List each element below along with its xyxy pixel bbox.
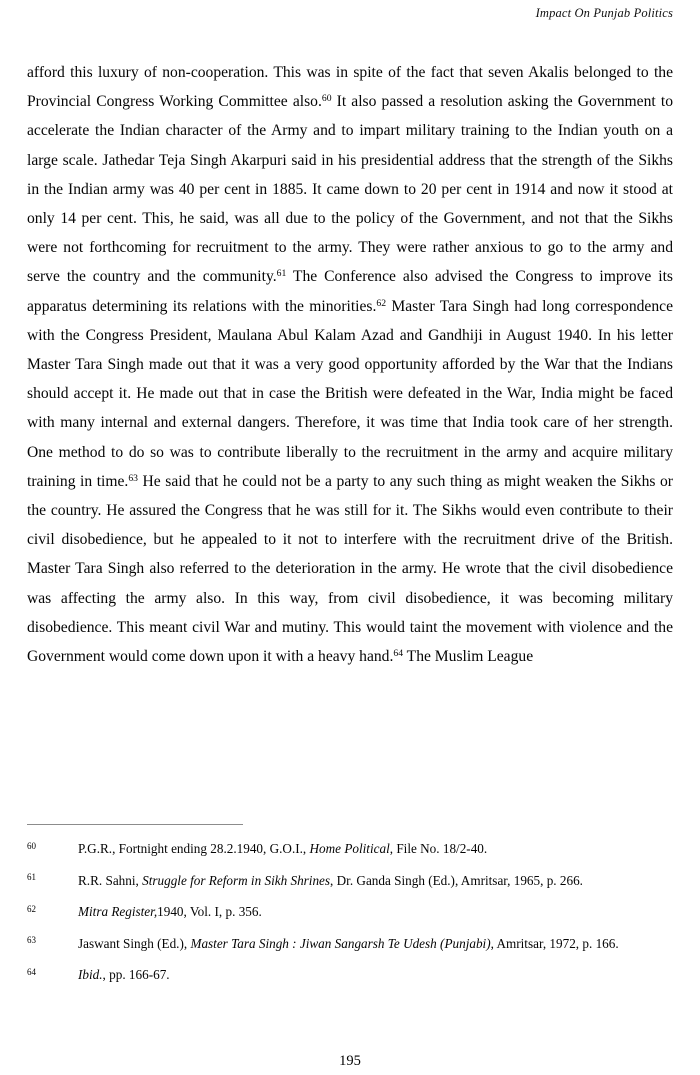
- running-header: Impact On Punjab Politics: [535, 6, 673, 20]
- footnote-text: Mitra Register,1940, Vol. I, p. 356.: [78, 904, 262, 919]
- footnote-text: Ibid., pp. 166-67.: [78, 967, 170, 982]
- footnote-separator-rule: [27, 824, 243, 825]
- footnote-text: P.G.R., Fortnight ending 28.2.1940, G.O.I., Home Political, File No. 18/2-40.: [78, 841, 488, 856]
- footnote-number: 61: [27, 872, 36, 882]
- footnote-item: [27, 902, 673, 923]
- footnote-item: [27, 934, 673, 955]
- footnote-list: [27, 839, 673, 986]
- footnote-number: 60: [27, 840, 36, 851]
- footnote-item: [27, 839, 673, 860]
- footnote-number: 64: [27, 966, 36, 977]
- footnote-number: 62: [27, 903, 36, 914]
- body-text-block: [27, 58, 673, 671]
- footnote-text: Jaswant Singh (Ed.), Master Tara Singh : Jiwan Sangarsh Te Udesh (Punjabi), Amritsar, 1972, p. 166.: [78, 935, 619, 951]
- footnote-area: [27, 824, 673, 986]
- footnote-item: [27, 871, 673, 892]
- footnote-item: [27, 965, 673, 986]
- page-number: 195: [339, 1053, 361, 1069]
- body-paragraph: afford this luxury of non-cooperation. This was in spite of the fact that seven Akalis belonged to the Provincial Congress Working Committee also.$^{60}$ It also passed a resolution asking the Government to accelerate the Indian character of the Army and to impart military training to the Indian youth on a large scale. Jathedar Teja Singh Akarpuri said in his presidential address that the strength of the Sikhs in the Indian army was 40 per cent in 1885. It came down to 20 per cent in 1914 and now it stood at only 14 per cent. This, he said, was all due to the policy of the Government, and not that the Sikhs were not forthcoming for recruitment to the army. They were rather anxious to go to the army and serve the country and the community.$^{61}$ The Conference also advised the Congress to improve its apparatus determining its relations with the minorities.$^{62}$ Master Tara Singh had long correspondence with the Congress President, Maulana Abul Kalam Azad and Gandhiji in August 1940. In his letter Master Tara Singh made out that it was a very good opportunity afforded by the War that the Indians should accept it. He made out that in case the British were defeated in the War, India might be faced with many internal and external dangers. Therefore, it was time that India took care of her strength. One method to do so was to contribute liberally to the recruitment in the army and acquire military training in time.$^{63}$ He said that he could not be a party to any such thing as might weaken the Sikhs or the country. He assured the Congress that he was still for it. The Sikhs would even contribute to their civil disobedience, but he appealed to it not to interfere with the recruitment drive of the British. Master Tara Singh also referred to the deterioration in the army. He wrote that the civil disobedience was affecting the army also. In this way, from civil disobedience, it was becoming military disobedience. This meant civil War and mutiny. This would taint the movement with violence and the Government would come down upon it with a heavy hand.$^{64}$ The Muslim League: [27, 64, 674, 666]
- footnote-number: 63: [27, 935, 36, 945]
- footnote-text: R.R. Sahni, Struggle for Reform in Sikh Shrines, Dr. Ganda Singh (Ed.), Amritsar, 1965, p. 266.: [78, 872, 583, 888]
